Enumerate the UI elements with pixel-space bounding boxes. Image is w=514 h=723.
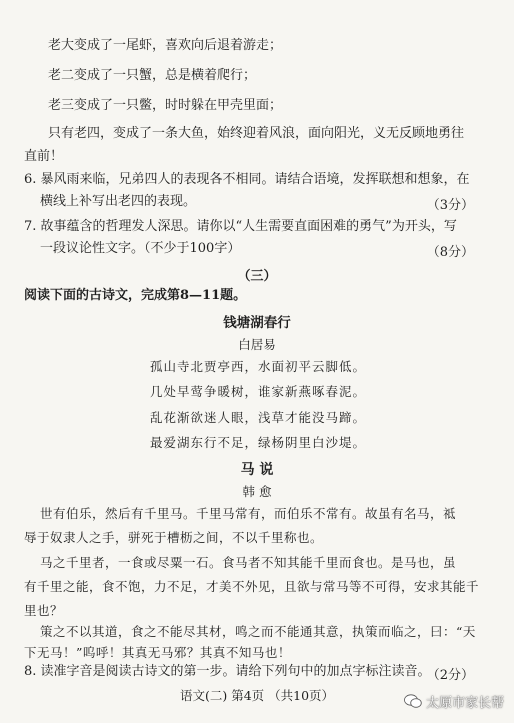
question-8-score: （2分） [426, 668, 474, 683]
question-8-line-1: 8. 读准字音是阅读古诗文的第一步。请给下列句中的加点字标注读音。 [24, 664, 431, 679]
chat-bubble-icon [404, 694, 422, 709]
story-line-3: 老三变成了一只鳖，时时躲在甲壳里面； [48, 98, 283, 113]
essay-author: 韩 愈 [242, 484, 272, 499]
question-7-line-1: 7. 故事蕴含的哲理发人深思。请你以“人生需要直面困难的勇气”为开头，写 [24, 219, 457, 234]
essay-line-2: 辱于奴隶人之手，骈死于槽枥之间，不以千里称也。 [24, 530, 324, 545]
poem-title: 钱塘湖春行 [223, 315, 291, 331]
essay-line-3: 马之千里者，一食或尽粟一石。食马者不知其能千里而食也。是马也，虽 [40, 555, 457, 570]
footer: 语文(二) 第4页 （共10页） [179, 688, 335, 703]
story-line-5: 直前！ [24, 149, 64, 164]
poem-line-1: 孤山寺北贾亭西，水面初平云脚低。 [150, 359, 367, 374]
poem-author: 白居易 [238, 337, 276, 352]
question-6-line-1: 6. 暴风雨来临，兄弟四人的表现各不相同。请结合语境，发挥联想和想象，在 [24, 172, 470, 187]
essay-line-6: 策之不以其道，食之不能尽其材，鸣之而不能通其意，执策而临之，曰：“天 [40, 624, 476, 639]
question-6-score: （3分） [426, 198, 474, 213]
question-7-score: （8分） [426, 245, 474, 260]
story-line-1: 老大变成了一尾虾，喜欢向后退着游走； [48, 38, 283, 53]
poem-line-4: 最爱湖东行不足，绿杨阴里白沙堤。 [150, 435, 367, 450]
watermark [404, 692, 504, 711]
poem-line-3: 乱花渐欲迷人眼，浅草才能没马蹄。 [150, 410, 367, 425]
watermark-text: 太原市家长帮 [425, 696, 504, 711]
essay-title: 马 说 [240, 462, 274, 478]
question-7-line-2: 一段议论性文字。（不少于100字） [40, 241, 241, 256]
story-line-4: 只有老四，变成了一条大鱼，始终迎着风浪，面向阳光，义无反顾地勇往 [48, 126, 465, 141]
reading-instruction: 阅读下面的古诗文，完成第8—11题。 [24, 288, 247, 303]
essay-line-1: 世有伯乐，然后有千里马。千里马常有，而伯乐不常有。故虽有名马，祗 [40, 506, 457, 521]
section-heading: （三） [237, 269, 277, 284]
essay-line-5: 里也？ [24, 603, 64, 618]
question-6-line-2: 横线上补写出老四的表现。 [40, 194, 197, 209]
poem-line-2: 几处早莺争暖树，谁家新燕啄春泥。 [150, 384, 367, 399]
essay-line-7: 下无马！”呜呼！其真无马邪？其真不知马也！ [24, 645, 291, 660]
essay-line-4: 有千里之能，食不饱，力不足，才美不外见，且欲与常马等不可得，安求其能千 [24, 579, 480, 594]
story-line-2: 老二变成了一只蟹，总是横着爬行； [48, 68, 257, 83]
